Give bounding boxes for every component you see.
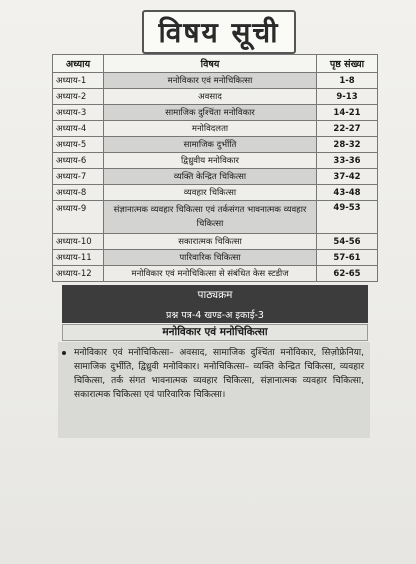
header-chapter: अध्याय	[53, 55, 104, 73]
chapter-subject: अवसाद	[104, 89, 317, 105]
chapter-number: अध्याय-11	[53, 250, 104, 266]
chapter-number: अध्याय-6	[53, 153, 104, 169]
chapter-pages: 9-13	[317, 89, 378, 105]
header-page: पृष्ठ संख्या	[317, 55, 378, 73]
syllabus-header	[62, 285, 368, 323]
bullet-icon	[62, 351, 66, 355]
page-title: विषय सूची	[158, 16, 280, 49]
chapter-pages: 28-32	[317, 137, 378, 153]
chapter-number: अध्याय-8	[53, 185, 104, 201]
chapter-number: अध्याय-9	[53, 201, 104, 234]
chapter-number: अध्याय-1	[53, 73, 104, 89]
chapter-number: अध्याय-2	[53, 89, 104, 105]
table-row	[53, 105, 378, 121]
chapter-number: अध्याय-7	[53, 169, 104, 185]
chapter-subject: पारिवारिक चिकित्सा	[104, 250, 317, 266]
table-row	[53, 121, 378, 137]
chapter-pages: 1-8	[317, 73, 378, 89]
chapter-pages: 43-48	[317, 185, 378, 201]
chapter-pages: 14-21	[317, 105, 378, 121]
table-row	[53, 234, 378, 250]
chapter-subject: द्विध्रुवीय मनोविकार	[104, 153, 317, 169]
syllabus-box	[58, 342, 370, 438]
table-row	[53, 153, 378, 169]
syllabus-content: मनोविकार एवं मनोचिकित्सा– अवसाद, सामाजिक दुश्चिंता मनोविकार, सिज़ोफ्रेनिया, सामाजिक दुर्भीति, द्विध्रुवी मनोविकार। मनोचिकित्सा– व्यक्ति केन्द्रित चिकित्सा, व्यवहार चिकित्सा, तर्क संगत भावनात्मक व्यवहार चिकित्सा, संज्ञानात्मक व्यवहार चिकित्सा, सकारात्मक चिकित्सा एवं पारिवारिक चिकित्सा।	[74, 348, 364, 400]
table-row	[53, 137, 378, 153]
chapter-subject: मनोविदलता	[104, 121, 317, 137]
table-row	[53, 201, 378, 234]
table-row	[53, 89, 378, 105]
table-row	[53, 73, 378, 89]
chapter-subject: सामाजिक दुर्भीति	[104, 137, 317, 153]
syllabus-subheading: मनोविकार एवं मनोचिकित्सा	[62, 324, 368, 341]
chapter-pages: 57-61	[317, 250, 378, 266]
chapter-subject: सामाजिक दुश्चिंता मनोविकार	[104, 105, 317, 121]
paper-info: प्रश्न पत्र-4 खण्ड-अ इकाई-3	[166, 310, 264, 321]
header-subject: विषय	[104, 55, 317, 73]
chapter-subject: व्यवहार चिकित्सा	[104, 185, 317, 201]
table-row	[53, 266, 378, 282]
contents-table	[52, 54, 378, 282]
title-box	[142, 10, 296, 54]
syllabus-heading: पाठ्यक्रम	[197, 289, 233, 301]
chapter-pages: 62-65	[317, 266, 378, 282]
chapter-number: अध्याय-4	[53, 121, 104, 137]
table-row	[53, 185, 378, 201]
chapter-number: अध्याय-3	[53, 105, 104, 121]
chapter-number: अध्याय-5	[53, 137, 104, 153]
chapter-pages: 33-36	[317, 153, 378, 169]
chapter-pages: 37-42	[317, 169, 378, 185]
chapter-number: अध्याय-12	[53, 266, 104, 282]
chapter-subject: मनोविकार एवं मनोचिकित्सा	[104, 73, 317, 89]
table-header-row	[53, 55, 378, 73]
chapter-subject: संज्ञानात्मक व्यवहार चिकित्सा एवं तर्कसंगत भावनात्मक व्यवहार चिकित्सा	[104, 201, 317, 234]
table-row	[53, 169, 378, 185]
chapter-pages: 49-53	[317, 201, 378, 234]
table-row	[53, 250, 378, 266]
chapter-subject: व्यक्ति केन्द्रित चिकित्सा	[104, 169, 317, 185]
chapter-subject: सकारात्मक चिकित्सा	[104, 234, 317, 250]
chapter-pages: 54-56	[317, 234, 378, 250]
chapter-number: अध्याय-10	[53, 234, 104, 250]
chapter-subject: मनोविकार एवं मनोचिकित्सा से संबंधित केस स्टडीज	[104, 266, 317, 282]
chapter-pages: 22-27	[317, 121, 378, 137]
